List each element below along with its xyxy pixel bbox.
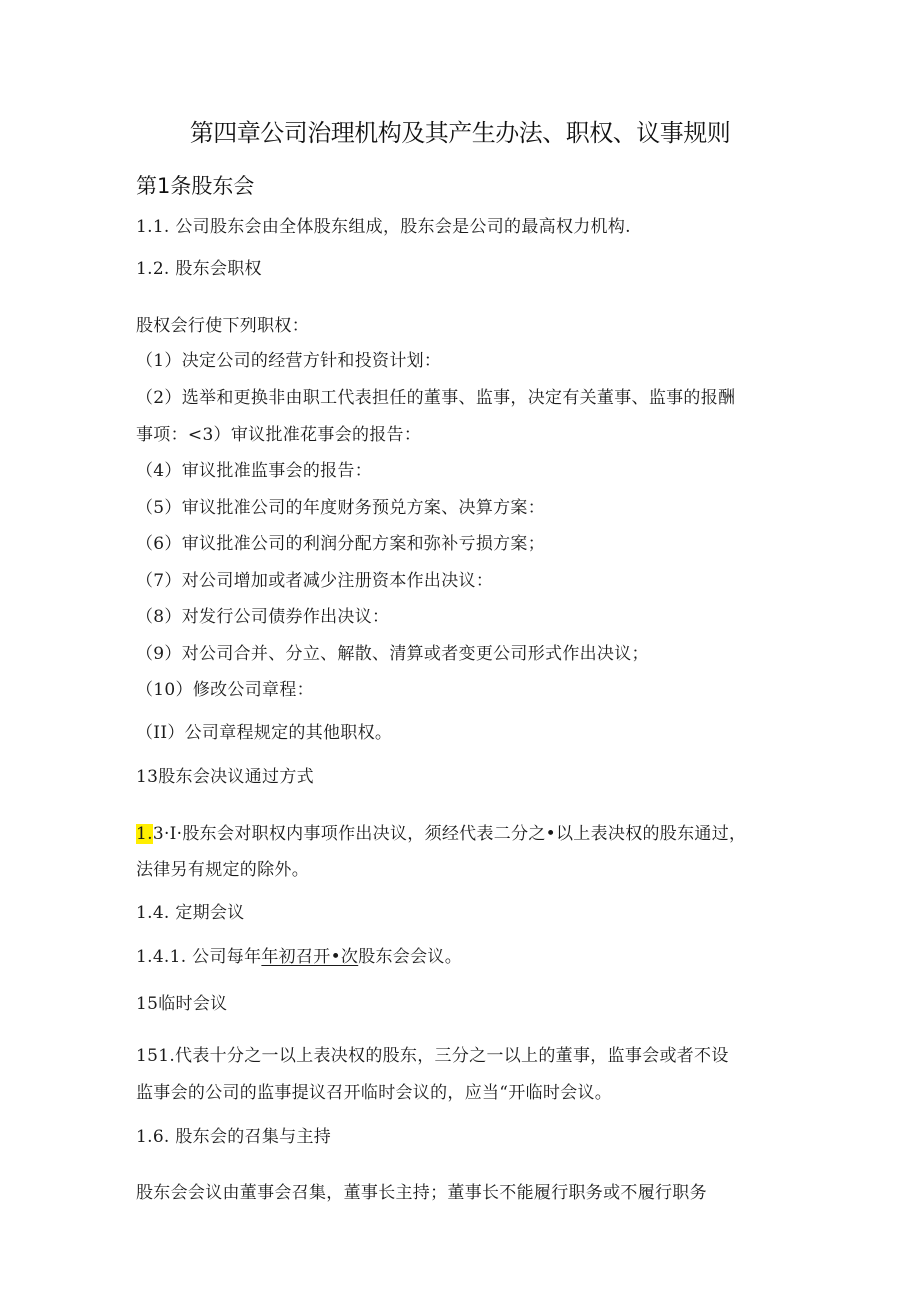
list-item-6: （6）审议批准公司的利润分配方案和弥补亏损方案；	[136, 534, 546, 554]
list-item-7: （7）对公司增加或者减少注册资本作出决议：	[136, 571, 494, 591]
chapter-title: 第四章公司治理机构及其产生办法、职权、议事规则	[189, 119, 731, 147]
paragraph-1-5-1-continued: 监事会的公司的监事提议召开临时会议的，应当“开临时会议。	[136, 1083, 613, 1103]
paragraph-1-4: 1.4. 定期会议	[136, 903, 245, 923]
list-item-9: （9）对公司合并、分立、解散、清算或者变更公司形式作出决议；	[136, 644, 649, 664]
paragraph-1-3-1	[136, 823, 746, 845]
section-heading: 第1条股东会	[136, 174, 255, 198]
list-item-8: （8）对发行公司债券作出决议：	[136, 607, 390, 627]
paragraph-1-4-1-post: 股东会会议。	[358, 947, 463, 967]
paragraph-1-1: 1.1. 公司股东会由全体股东组成，股东会是公司的最高权力机构.	[136, 217, 631, 237]
list-item-4: （4）审议批准监事会的报告：	[136, 461, 373, 481]
powers-intro: 股权会行使下列职权：	[136, 316, 309, 336]
paragraph-1-5: 15临时会议	[136, 994, 228, 1014]
list-item-5: （5）审议批准公司的年度财务预兑方案、决算方案：	[136, 498, 546, 518]
list-item-1: （1）决定公司的经营方针和投资计划：	[136, 351, 442, 371]
highlighted-mark: 1.	[136, 824, 153, 844]
paragraph-1-3-1-text: 3·I·股东会对职权内事项作出决议，须经代表二分之•以上表决权的股东通过，	[152, 824, 747, 844]
paragraph-1-3-1-continued: 法律另有规定的除外。	[136, 860, 309, 880]
paragraph-1-6-text: 股东会会议由董事会召集，董事长主持；董事长不能履行职务或不履行职务	[136, 1183, 707, 1203]
list-item-2-continued: 事项：<3）审议批准花事会的报告：	[136, 425, 422, 445]
paragraph-1-5-1: 151.代表十分之一以上表决权的股东，三分之一以上的董事，监事会或者不设	[136, 1046, 729, 1066]
paragraph-1-2: 1.2. 股东会职权	[136, 259, 262, 279]
paragraph-1-4-1-pre: 1.4.1. 公司每年	[136, 947, 262, 967]
paragraph-1-6: 1.6. 股东会的召集与主持	[136, 1127, 332, 1147]
list-item-10: （10）修改公司章程：	[136, 680, 314, 700]
paragraph-1-4-1	[136, 946, 462, 968]
list-item-2: （2）选举和更换非由职工代表担任的董事、监事，决定有关董事、监事的报酬	[136, 388, 736, 408]
list-item-11: （II）公司章程规定的其他职权。	[136, 723, 393, 743]
underlined-phrase: 年初召开•次	[261, 947, 359, 967]
paragraph-1-3: 13股东会决议通过方式	[136, 767, 314, 787]
